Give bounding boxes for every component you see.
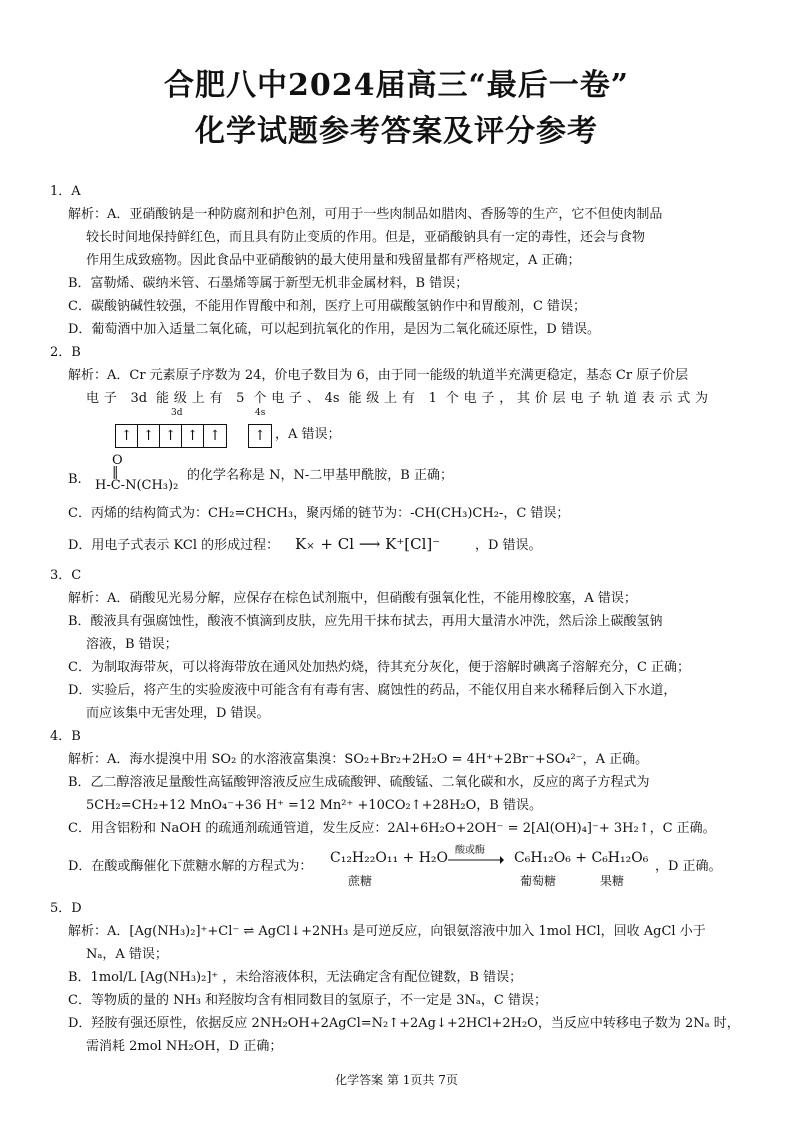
q2-line2: 电子 3d 能级上有 5 个电子、4s 能级上有 1 个电子，其价层电子轨道表示式为 (86, 391, 708, 406)
page-title-line2: 化学试题参考答案及评分参考 (195, 114, 598, 149)
orbital-box-3d (115, 424, 227, 448)
reaction-arrow-icon (448, 855, 504, 865)
q5-line2: Nₐ，A 错误； (86, 947, 168, 962)
q5-option-d-line1: D．羟胺有强还原性，依据反应 2NH₂OH+2AgCl=N₂↑+2Ag↓+2HCl+2H₂O，当反应中转移电子数为 2Nₐ 时， (68, 1016, 740, 1031)
q2-option-b-prefix: B. (68, 472, 82, 487)
q5-option-d-line2: 需消耗 2mol NH₂OH，D 正确； (86, 1039, 283, 1054)
q4-option-b-line2: 5CH₂=CH₂+12 MnO₄⁻+36 H⁺ =12 Mn²⁺ +10CO₂↑+28H₂O，B 错误。 (86, 798, 542, 813)
dmf-structure-o: O (112, 453, 123, 468)
q5-number: 5．D (50, 901, 82, 916)
q5-line1: 解析：A．[Ag(NH₃)₂]⁺+Cl⁻ ⇌ AgCl↓+2NH₃ 是可逆反应，向银氨溶液中加入 1mol HCl，回收 AgCl 小于 (68, 924, 706, 939)
q1-option-c: C．碳酸钠碱性较强，不能用作胃酸中和剂，医疗上可用碳酸氢钠作中和胃酸剂，C 错误； (68, 299, 587, 314)
page-title-line1: 合肥八中2024届高三“最后一卷” (163, 68, 629, 103)
page-footer: 化学答案 第 1页共 7页 (335, 1073, 458, 1087)
q4-option-d-end: ，D 正确。 (655, 859, 722, 874)
q3-option-d-line1: D．实验后，将产生的实验废液中可能含有有毒有害、腐蚀性的药品，不能仅用自来水稀释后倒入下水道， (68, 683, 677, 698)
q2-line1: 解析：A．Cr 元素原子序数为 24，价电子数目为 6，由于同一能级的轨道半充满更稳定，基态 Cr 原子价层 (68, 368, 689, 383)
dmf-structure-bond: ‖ (112, 465, 119, 480)
sucrose-reactants: C₁₂H₂₂O₁₁ + H₂O (330, 850, 449, 866)
up-arrow-icon: ↑ (116, 425, 138, 447)
q4-number: 4．B (50, 729, 81, 744)
reaction-arrow-icon: ⟶ (358, 535, 381, 553)
k-ion: K⁺[ (385, 535, 411, 553)
electron-cross-icon: × (306, 541, 316, 552)
k-atom: K (295, 535, 307, 553)
reaction-condition: 酸或酶 (455, 845, 485, 856)
q4-option-c: C．用含铝粉和 NaOH 的疏通剂疏通管道，发生反应：2Al+6H₂O+2OH⁻ = 2[Al(OH)₄]⁻+ 3H₂↑，C 正确。 (68, 821, 716, 836)
q3-number: 3．C (50, 568, 82, 583)
q3-option-b-line2: 溶液，B 错误； (86, 637, 178, 652)
q1-line2: 较长时间地保持鲜红色，而且具有防止变质的作用。但是，亚硝酸钠具有一定的毒性，还会与食物 (86, 230, 646, 245)
q1-number: 1．A (50, 184, 81, 199)
q3-line1: 解析：A．硝酸见光易分解，应保存在棕色试剂瓶中，但硝酸有强氧化性，不能用橡胶塞，A 错误； (68, 591, 637, 606)
q3-option-c: C．为制取海带灰，可以将海带放在通风处加热灼烧，待其充分灰化，便于溶解时碘离子溶解充分，C 正确； (68, 660, 691, 675)
up-arrow-icon: ↑ (209, 428, 221, 444)
orbital-box-4s (248, 424, 272, 448)
q2-option-b-text: 的化学名称是 N，N-二甲基甲酰胺，B 正确； (187, 468, 453, 483)
up-arrow-icon: ↑ (160, 425, 182, 447)
fructose-label: 果糖 (600, 874, 625, 888)
dmf-structure-formula: H-C-N(CH₃)₂ (95, 478, 179, 493)
q3-option-d-line2: 而应该集中无害处理，D 错误。 (86, 706, 270, 721)
sucrose-label: 蔗糖 (348, 874, 373, 888)
up-arrow-icon: ↑ (182, 425, 204, 447)
glucose-label: 葡萄糖 (520, 874, 557, 888)
q1-line1: 解析：A．亚硝酸钠是一种防腐剂和护色剂，可用于一些肉制品如腊肉、香肠等的生产，它不但使肉制品 (68, 207, 663, 222)
cl-ion: Cl (410, 535, 427, 553)
q1-option-b: B．富勒烯、碳纳米管、石墨烯等属于新型无机非金属材料，B 错误； (68, 276, 469, 291)
cl-ion-bracket: ]⁻ (426, 535, 441, 553)
up-arrow-icon: ↑ (254, 428, 266, 444)
q2-option-d-end: ，D 错误。 (475, 538, 542, 553)
q4-option-d-prefix: D．在酸或酶催化下蔗糖水解的方程式为： (68, 859, 313, 874)
q4-option-b-line1: B．乙二醇溶液足量酸性高锰酸钾溶液反应生成硫酸钾、硫酸锰、二氧化碳和水，反应的离子方程式为 (68, 775, 650, 790)
orbital-label-3d: 3d (171, 408, 183, 418)
q1-option-d: D．葡萄酒中加入适量二氧化硫，可以起到抗氧化的作用，是因为二氧化硫还原性，D 错误。 (68, 322, 600, 337)
q5-option-b: B．1mol/L [Ag(NH₃)₂]⁺ ，未给溶液体积，无法确定含有配位键数，B 错误； (68, 970, 523, 985)
q2-option-c: C．丙烯的结构简式为：CH₂=CHCH₃，聚丙烯的链节为：-CH(CH₃)CH₂-，C 错误； (68, 506, 570, 521)
q3-option-b-line1: B．酸液具有强腐蚀性，酸液不慎滴到皮肤，应先用干抹布拭去，再用大量清水冲洗，然后涂上碳酸氢钠 (68, 614, 663, 629)
cl-atom: Cl (337, 535, 355, 553)
q5-option-c: C．等物质的量的 NH₃ 和羟胺均含有相同数目的氢原子，不一定是 3Nₐ，C 错误； (68, 993, 548, 1008)
kcl-formation (295, 533, 440, 558)
q2-number: 2．B (50, 345, 81, 360)
q2-a-conclusion: ，A 错误； (275, 427, 341, 442)
q2-option-d-prefix: D．用电子式表示 KCl 的形成过程： (68, 538, 280, 553)
q4-line1: 解析：A．海水提溴中用 SO₂ 的水溶液富集溴：SO₂+Br₂+2H₂O = 4H⁺+2Br⁻+SO₄²⁻，A 正确。 (68, 752, 649, 767)
q1-line3: 作用生成致癌物。因此食品中亚硝酸钠的最大使用量和残留量都有严格规定，A 正确； (86, 253, 581, 268)
sucrose-products: C₆H₁₂O₆ + C₆H₁₂O₆ (514, 850, 649, 866)
plus-sign: + (320, 535, 333, 553)
up-arrow-icon: ↑ (138, 425, 160, 447)
orbital-label-4s: 4s (255, 408, 266, 418)
